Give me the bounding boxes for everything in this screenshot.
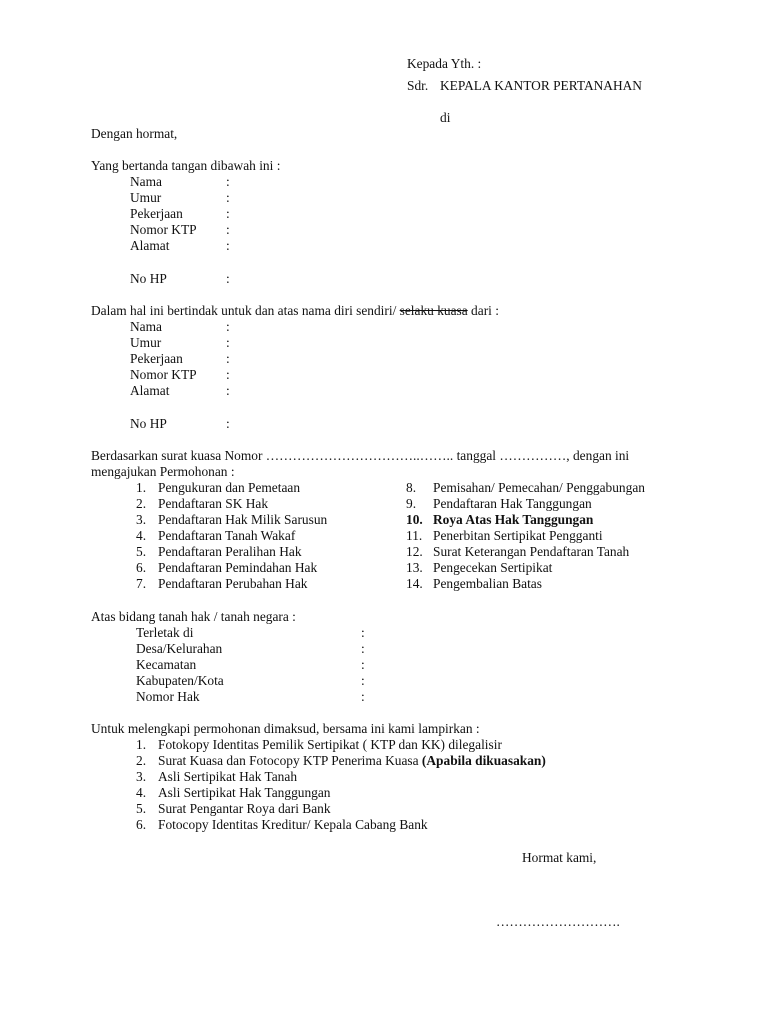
service-number: 11.: [406, 528, 423, 543]
attachment-item: [136, 769, 297, 785]
attachment-item: [136, 737, 502, 753]
field-colon: :: [226, 416, 230, 431]
field-colon: :: [226, 271, 230, 286]
attachment-item: [136, 785, 331, 801]
service-number: 3.: [136, 512, 147, 527]
field-colon: :: [226, 351, 230, 366]
field-label: Nama: [130, 319, 162, 334]
service-label: Pengukuran dan Pemetaan: [158, 480, 301, 495]
service-item-highlighted: [406, 512, 593, 528]
service-label: Pendaftaran SK Hak: [158, 496, 269, 511]
service-item: [136, 496, 268, 512]
field-label: Terletak di: [136, 625, 194, 640]
field-colon: :: [226, 335, 230, 350]
basis-line-1: Berdasarkan surat kuasa Nomor ……………………………..…….. tanggal ……………, dengan ini: [91, 448, 630, 463]
field-colon: :: [226, 174, 230, 189]
attachment-label: Fotocopy Identitas Kreditur/ Kepala Cabang Bank: [158, 817, 428, 832]
field-label: No HP: [130, 416, 167, 431]
service-number: 7.: [136, 576, 147, 591]
field-label: Alamat: [130, 238, 170, 253]
service-number: 8.: [406, 480, 417, 495]
attachment-label: Asli Sertipikat Hak Tanah: [158, 769, 298, 784]
field-label: Umur: [130, 190, 162, 205]
service-item: [136, 544, 302, 560]
attachment-label: Surat Pengantar Roya dari Bank: [158, 801, 331, 816]
field-label: Kecamatan: [136, 657, 197, 672]
attachment-label: Surat Kuasa dan Fotocopy KTP Penerima Kuasa: [158, 753, 422, 768]
service-label: Pengecekan Sertipikat: [433, 560, 553, 575]
field-label: Nama: [130, 174, 162, 189]
service-label: Surat Keterangan Pendaftaran Tanah: [433, 544, 630, 559]
field-colon: :: [226, 190, 230, 205]
service-label: Pendaftaran Tanah Wakaf: [158, 528, 296, 543]
represent-intro: [91, 303, 499, 319]
service-number: 5.: [136, 544, 147, 559]
service-number: 2.: [136, 496, 147, 511]
represent-intro-text: Dalam hal ini bertindak untuk dan atas nama diri sendiri/: [91, 303, 400, 318]
attachment-number: 6.: [136, 817, 147, 832]
service-item: [136, 528, 295, 544]
service-number: 13.: [406, 560, 423, 575]
attachment-item: [136, 753, 546, 769]
attachment-number: 3.: [136, 769, 147, 784]
service-item: [136, 576, 307, 592]
attachments-intro: Untuk melengkapi permohonan dimaksud, bersama ini kami lampirkan :: [91, 721, 480, 736]
applicant-intro: Yang bertanda tangan dibawah ini :: [91, 158, 281, 173]
service-item: [406, 576, 542, 592]
field-colon: :: [361, 673, 365, 688]
field-colon: :: [361, 689, 365, 704]
field-label: Pekerjaan: [130, 351, 183, 366]
service-label: Penerbitan Sertipikat Pengganti: [433, 528, 603, 543]
service-number: 1.: [136, 480, 147, 495]
field-colon: :: [226, 206, 230, 221]
service-label: Pemisahan/ Pemecahan/ Penggabungan: [433, 480, 645, 495]
attachment-number: 4.: [136, 785, 147, 800]
signature-line: ……………………….: [496, 914, 620, 929]
field-label: Pekerjaan: [130, 206, 183, 221]
field-colon: :: [226, 367, 230, 382]
field-colon: :: [226, 222, 230, 237]
field-label: Kabupaten/Kota: [136, 673, 224, 688]
service-label: Pendaftaran Peralihan Hak: [158, 544, 302, 559]
field-colon: :: [361, 641, 365, 656]
service-item: [406, 560, 552, 576]
service-label: Pendaftaran Perubahan Hak: [158, 576, 308, 591]
service-number: 6.: [136, 560, 147, 575]
service-item: [406, 496, 592, 512]
represent-intro-end: dari :: [467, 303, 499, 318]
service-label: Pendaftaran Hak Tanggungan: [433, 496, 592, 511]
attachment-number: 5.: [136, 801, 147, 816]
service-item: [136, 480, 300, 496]
field-label: Nomor Hak: [136, 689, 200, 704]
field-colon: :: [226, 383, 230, 398]
field-label: Nomor KTP: [130, 367, 197, 382]
service-item: [406, 544, 629, 560]
service-number: 12.: [406, 544, 423, 559]
service-number: 9.: [406, 496, 417, 511]
service-item: [136, 560, 317, 576]
service-number: 4.: [136, 528, 147, 543]
field-colon: :: [361, 657, 365, 672]
service-number: 14.: [406, 576, 423, 591]
field-label: Desa/Kelurahan: [136, 641, 223, 656]
attachment-label: Asli Sertipikat Hak Tanggungan: [158, 785, 331, 800]
field-label: Nomor KTP: [130, 222, 197, 237]
addressee-to: Kepada Yth. :: [407, 56, 482, 71]
field-colon: :: [361, 625, 365, 640]
attachment-number: 1.: [136, 737, 147, 752]
service-label: Roya Atas Hak Tanggungan: [433, 512, 594, 527]
service-label: Pengembalian Batas: [433, 576, 542, 591]
service-label: Pendaftaran Pemindahan Hak: [158, 560, 318, 575]
closing-regards: Hormat kami,: [522, 850, 597, 865]
field-label: Umur: [130, 335, 162, 350]
attachment-item: [136, 801, 331, 817]
service-label: Pendaftaran Hak Milik Sarusun: [158, 512, 328, 527]
addressee-di: di: [440, 110, 451, 125]
service-number: 10.: [406, 512, 423, 527]
attachment-note: (Apabila dikuasakan): [421, 753, 546, 768]
service-item: [136, 512, 327, 528]
field-colon: :: [226, 238, 230, 253]
basis-line-2: mengajukan Permohonan :: [91, 464, 235, 479]
service-item: [406, 480, 645, 496]
attachment-item: [136, 817, 428, 833]
attachment-number: 2.: [136, 753, 147, 768]
represent-intro-struck: selaku kuasa: [399, 303, 468, 318]
field-label: Alamat: [130, 383, 170, 398]
addressee-office: KEPALA KANTOR PERTANAHAN: [440, 78, 642, 93]
field-label: No HP: [130, 271, 167, 286]
addressee-sdr: Sdr.: [407, 78, 429, 93]
greeting: Dengan hormat,: [91, 126, 178, 141]
attachment-label: Fotokopy Identitas Pemilik Sertipikat ( KTP dan KK) dilegalisir: [158, 737, 502, 752]
land-intro: Atas bidang tanah hak / tanah negara :: [91, 609, 296, 624]
field-colon: :: [226, 319, 230, 334]
service-item: [406, 528, 603, 544]
